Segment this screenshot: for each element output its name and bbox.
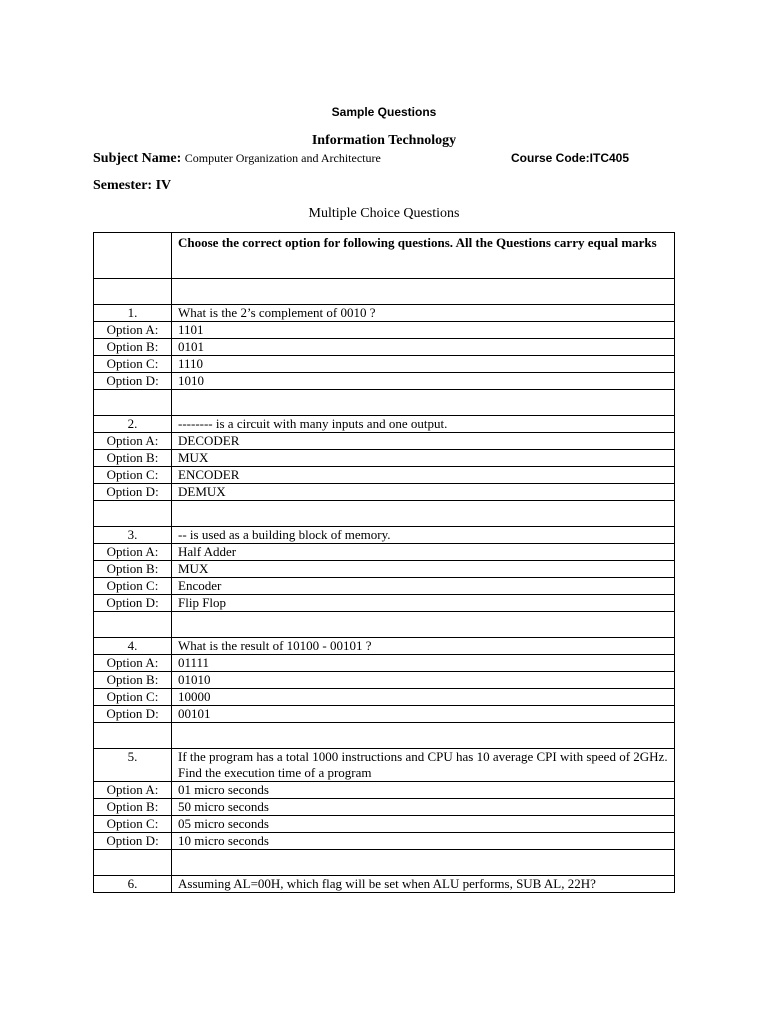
- option-text: DEMUX: [172, 484, 675, 501]
- department-title: Information Technology: [311, 133, 457, 148]
- option-label: Option C:: [94, 467, 172, 484]
- option-label: Option B:: [94, 672, 172, 689]
- blank-cell: [172, 612, 675, 638]
- option-text: 0101: [172, 339, 675, 356]
- option-text: ENCODER: [172, 467, 675, 484]
- blank-row: [94, 850, 675, 876]
- option-text: 1010: [172, 373, 675, 390]
- instruction-blank-cell: [94, 233, 172, 279]
- question-row: [94, 416, 675, 433]
- blank-row: [94, 612, 675, 638]
- option-text: Flip Flop: [172, 595, 675, 612]
- option-row: [94, 322, 675, 339]
- option-label: Option C:: [94, 578, 172, 595]
- option-label: Option C:: [94, 816, 172, 833]
- option-row: [94, 672, 675, 689]
- option-text: 01 micro seconds: [172, 782, 675, 799]
- option-text: 00101: [172, 706, 675, 723]
- option-text: MUX: [172, 450, 675, 467]
- option-label: Option B:: [94, 561, 172, 578]
- blank-cell: [172, 279, 675, 305]
- option-label: Option D:: [94, 484, 172, 501]
- question-number: 4.: [94, 638, 172, 655]
- option-row: [94, 595, 675, 612]
- question-text: If the program has a total 1000 instructions and CPU has 10 average CPI with speed of 2GHz. Find the execution time of a program: [172, 749, 675, 782]
- option-label: Option B:: [94, 799, 172, 816]
- option-text: 50 micro seconds: [172, 799, 675, 816]
- blank-cell: [172, 390, 675, 416]
- subject-line: [93, 151, 381, 167]
- option-label: Option C:: [94, 356, 172, 373]
- option-label: Option D:: [94, 373, 172, 390]
- option-row: [94, 339, 675, 356]
- option-label: Option A:: [94, 322, 172, 339]
- option-row: [94, 816, 675, 833]
- option-row: [94, 799, 675, 816]
- option-label: Option B:: [94, 339, 172, 356]
- option-row: [94, 578, 675, 595]
- question-text: What is the 2’s complement of 0010 ?: [172, 305, 675, 322]
- document-title: Sample Questions: [331, 105, 437, 119]
- option-row: [94, 782, 675, 799]
- option-text: 1101: [172, 322, 675, 339]
- question-row: [94, 638, 675, 655]
- option-label: Option D:: [94, 833, 172, 850]
- blank-row: [94, 501, 675, 527]
- blank-row: [94, 723, 675, 749]
- question-row: [94, 749, 675, 782]
- section-heading: Multiple Choice Questions: [308, 206, 460, 221]
- option-text: 05 micro seconds: [172, 816, 675, 833]
- blank-row: [94, 390, 675, 416]
- option-text: MUX: [172, 561, 675, 578]
- option-row: [94, 706, 675, 723]
- option-text: 10 micro seconds: [172, 833, 675, 850]
- option-text: 1110: [172, 356, 675, 373]
- option-label: Option A:: [94, 782, 172, 799]
- blank-cell: [172, 723, 675, 749]
- question-row: [94, 876, 675, 893]
- option-label: Option C:: [94, 689, 172, 706]
- blank-cell: [172, 850, 675, 876]
- question-text: What is the result of 10100 - 00101 ?: [172, 638, 675, 655]
- option-text: 10000: [172, 689, 675, 706]
- question-text: Assuming AL=00H, which flag will be set when ALU performs, SUB AL, 22H?: [172, 876, 675, 893]
- option-row: [94, 833, 675, 850]
- blank-cell: [172, 501, 675, 527]
- option-row: [94, 544, 675, 561]
- question-number: 3.: [94, 527, 172, 544]
- option-label: Option D:: [94, 706, 172, 723]
- blank-cell: [94, 850, 172, 876]
- blank-cell: [94, 390, 172, 416]
- option-text: 01010: [172, 672, 675, 689]
- option-row: [94, 655, 675, 672]
- option-text: DECODER: [172, 433, 675, 450]
- blank-cell: [94, 723, 172, 749]
- questions-table: [93, 232, 675, 893]
- option-row: [94, 450, 675, 467]
- question-number: 1.: [94, 305, 172, 322]
- option-row: [94, 689, 675, 706]
- option-label: Option D:: [94, 595, 172, 612]
- option-row: [94, 561, 675, 578]
- option-label: Option A:: [94, 433, 172, 450]
- question-text: -------- is a circuit with many inputs and one output.: [172, 416, 675, 433]
- question-number: 6.: [94, 876, 172, 893]
- option-text: Half Adder: [172, 544, 675, 561]
- blank-cell: [94, 501, 172, 527]
- option-label: Option A:: [94, 544, 172, 561]
- option-row: [94, 356, 675, 373]
- option-label: Option B:: [94, 450, 172, 467]
- option-row: [94, 373, 675, 390]
- instruction-row: [94, 233, 675, 279]
- option-row: [94, 433, 675, 450]
- option-row: [94, 484, 675, 501]
- subject-value: Computer Organization and Architecture: [184, 151, 381, 165]
- question-row: [94, 527, 675, 544]
- option-row: [94, 467, 675, 484]
- blank-row: [94, 279, 675, 305]
- question-text: -- is used as a building block of memory.: [172, 527, 675, 544]
- instruction-text: Choose the correct option for following questions. All the Questions carry equal marks: [172, 233, 675, 279]
- course-code: Course Code:ITC405: [511, 151, 630, 165]
- question-row: [94, 305, 675, 322]
- question-number: 5.: [94, 749, 172, 782]
- semester: Semester: IV: [93, 178, 172, 193]
- blank-cell: [94, 612, 172, 638]
- option-label: Option A:: [94, 655, 172, 672]
- blank-cell: [94, 279, 172, 305]
- question-number: 2.: [94, 416, 172, 433]
- subject-label: Subject Name:: [93, 151, 182, 166]
- option-text: 01111: [172, 655, 675, 672]
- option-text: Encoder: [172, 578, 675, 595]
